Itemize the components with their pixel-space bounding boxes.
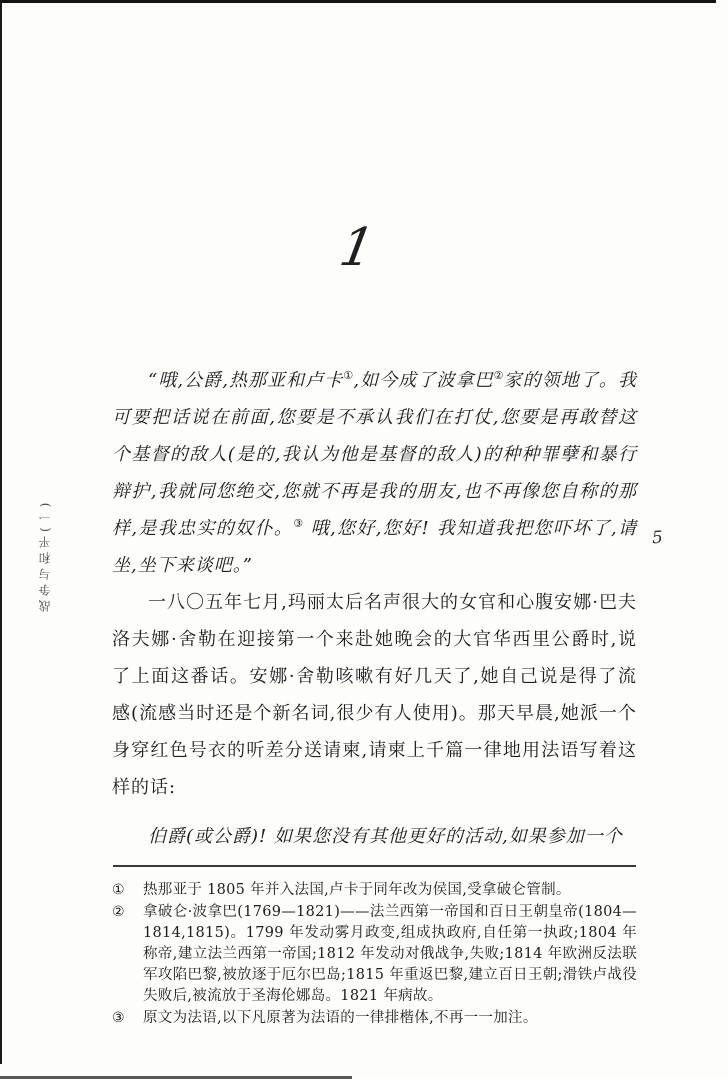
footnote-marker: ①: [112, 882, 125, 898]
footnote-text: 原文为法语,以下凡原著为法语的一律排楷体,不再一一加注。: [143, 1010, 538, 1026]
spine-title: 战争与和平(一): [38, 498, 52, 612]
footnote-text: 热那亚于 1805 年并入法国,卢卡于同年改为侯国,受拿破仑管制。: [143, 882, 571, 898]
paragraph-dialog-opening: “哦,公爵,热那亚和卢卡①,如今成了波拿巴②家的领地了。我可要把话说在前面,您要是不承认我们在打仗,您要是再敢替这个基督的敌人(是的,我认为他是基督的敌人)的种种罪孽和暴行辩护,我就同您绝交,您就不再是我的朋友,也不再像您自称的那样,是我忠实的奴仆。③ 哦,您好,您好! 我知道我把您吓坏了,请坐,坐下来谈吧。”: [112, 369, 637, 576]
footnote-item: [112, 902, 637, 1007]
footnote-marker: ②: [112, 904, 125, 920]
text-column: [112, 362, 637, 1029]
scan-edge-top: [0, 0, 716, 3]
footnote-text: 拿破仑·波拿巴(1769—1821)——法兰西第一帝国和百日王朝皇帝(1804—1814,1815)。1799 年发动雾月政变,组成执政府,自任第一执政;1804 年称帝,建立法兰西第一帝国;1812 年发动对俄战争,失败;1814 年欧洲反法联军攻陷巴黎,被放逐于厄尔巴岛;1815 年重返巴黎,建立百日王朝;滑铁卢战役失败后,被流放于圣海伦娜岛。1821 年病故。: [143, 904, 637, 1004]
footnote-ref-marker: ①: [343, 369, 354, 382]
page-number: 5: [651, 527, 664, 549]
body-paragraphs: [112, 362, 637, 855]
scan-edge-left: [0, 0, 2, 1064]
footnotes-block: [112, 880, 637, 1029]
paragraph-narrative: 一八〇五年七月,玛丽太后名声很大的女官和心腹安娜·巴夫洛夫娜·舍勒在迎接第一个来赴她晚会的大官华西里公爵时,说了上面这番话。安娜·舍勒咳嗽有好几天了,她自己说是得了流感(流感当时还是个新名词,很少有人使用)。那天早晨,她派一个身穿红色号衣的听差分送请柬,请柬上千篇一律地用法语写着这样的话:: [112, 592, 637, 798]
footnote-item: [112, 1008, 637, 1029]
paragraph-invitation: 伯爵(或公爵)! 如果您没有其他更好的活动,如果参加一个: [148, 826, 623, 847]
footnote-ref-marker: ②: [493, 369, 504, 382]
footnote-ref-marker: ③: [293, 517, 304, 530]
footnote-item: [112, 880, 637, 901]
footnote-separator: [113, 865, 636, 867]
footnote-marker: ③: [112, 1010, 125, 1026]
chapter-number: 1: [335, 218, 379, 278]
